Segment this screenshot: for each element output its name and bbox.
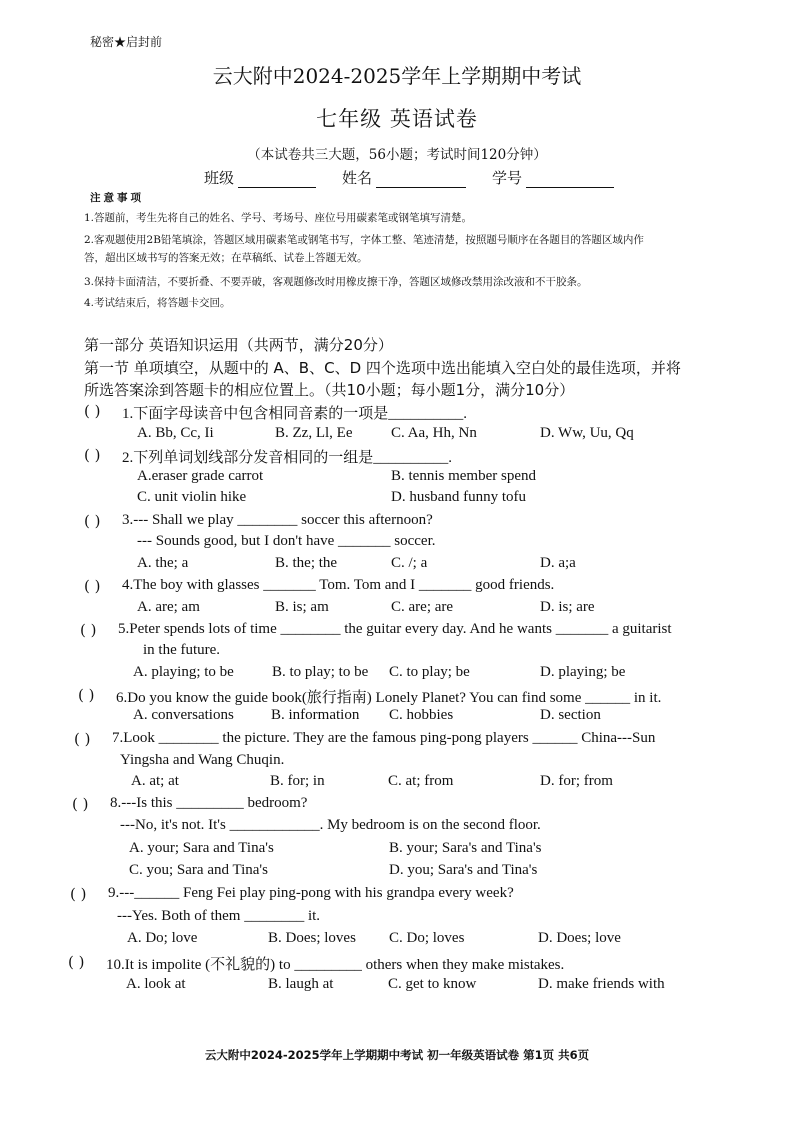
option-c: C. at; from: [388, 773, 454, 789]
option-b: B. is; am: [275, 599, 329, 615]
question-number: 7.: [112, 730, 124, 746]
notice-title: 注意事项: [90, 192, 144, 204]
question-5: [118, 621, 672, 638]
student-info-row: [204, 167, 636, 188]
option-a: A. your; Sara and Tina's: [129, 840, 274, 856]
option-a: A. at; at: [131, 773, 179, 789]
option-c: C. Aa, Hh, Nn: [391, 425, 477, 441]
answer-paren[interactable]: ( ): [78, 686, 95, 704]
option-c: C. hobbies: [389, 707, 454, 723]
option-c: C. you; Sara and Tina's: [129, 862, 268, 878]
question-number: 5.: [118, 621, 130, 637]
option-a: A.eraser grade carrot: [137, 468, 264, 484]
option-b: B. the; the: [275, 555, 338, 571]
option-c: C. /; a: [391, 555, 428, 571]
exam-title: 云大附中2024-2025学年上学期期中考试: [212, 64, 582, 88]
option-b: B. tennis member spend: [391, 468, 536, 484]
question-number: 10.: [106, 957, 125, 973]
section1-instructions-cont: 所选答案涂到答题卡的相应位置上。（共10小题；每小题1分，满分10分）: [84, 381, 575, 399]
option-c: C. unit violin hike: [137, 489, 247, 505]
name-field[interactable]: [376, 173, 466, 188]
question-text: 下面字母读音中包含相同音素的一项是__________.: [133, 406, 468, 422]
question-text-cont: Yingsha and Wang Chuqin.: [120, 752, 285, 768]
id-label: 学号: [492, 169, 523, 187]
option-d: D. you; Sara's and Tina's: [389, 862, 538, 878]
question-text: Peter spends lots of time ________ the guitar every day. And he wants _______ a guitarist: [129, 621, 672, 637]
option-b: B. for; in: [270, 773, 325, 789]
option-b: B. Does; loves: [268, 930, 356, 946]
option-a: A. Do; love: [127, 930, 198, 946]
option-a: A. conversations: [133, 707, 234, 723]
answer-paren[interactable]: ( ): [70, 885, 87, 903]
question-text: Look ________ the picture. They are the famous ping-pong players ______ China---Sun: [123, 730, 656, 746]
question-text: Do you know the guide book(旅行指南) Lonely Planet? You can find some ______ in it.: [127, 690, 662, 706]
question-number: 4.: [122, 577, 134, 593]
answer-paren[interactable]: ( ): [84, 512, 101, 530]
option-c: C. Do; loves: [389, 930, 465, 946]
answer-paren[interactable]: ( ): [84, 446, 101, 464]
option-d: D. Ww, Uu, Qq: [540, 425, 634, 441]
option-b: B. laugh at: [268, 976, 334, 992]
option-b: B. to play; to be: [272, 664, 369, 680]
section1-instructions: 第一节 单项填空，从题中的 A、B、C、D 四个选项中选出能填入空白处的最佳选项，并将: [84, 359, 681, 377]
answer-paren[interactable]: ( ): [84, 577, 101, 595]
class-label: 班级: [204, 169, 235, 187]
question-number: 1.: [122, 406, 134, 422]
question-8: [110, 795, 307, 812]
option-d: D. husband funny tofu: [391, 489, 526, 505]
option-d: D. playing; be: [540, 664, 626, 680]
option-a: A. look at: [126, 976, 186, 992]
answer-paren[interactable]: ( ): [84, 402, 101, 420]
option-d: D. section: [540, 707, 601, 723]
question-number: 2.: [122, 450, 134, 466]
option-b: B. information: [271, 707, 360, 723]
question-2: [122, 446, 452, 467]
class-field[interactable]: [238, 173, 316, 188]
option-d: D. make friends with: [538, 976, 665, 992]
question-text: 下列单词划线部分发音相同的一组是__________.: [133, 450, 453, 466]
option-a: A. playing; to be: [133, 664, 234, 680]
question-text: The boy with glasses _______ Tom. Tom and I _______ good friends.: [133, 577, 555, 593]
question-text-cont: in the future.: [143, 642, 221, 658]
question-1: [122, 402, 467, 423]
option-d: D. Does; love: [538, 930, 621, 946]
confidential-mark: 秘密★启封前: [90, 35, 163, 49]
question-4: [122, 577, 554, 594]
option-c: C. to play; be: [389, 664, 470, 680]
answer-paren[interactable]: ( ): [74, 730, 91, 748]
option-a: A. the; a: [137, 555, 189, 571]
question-9: [108, 885, 514, 902]
id-field[interactable]: [526, 173, 614, 188]
notice-item: 答，超出区域书写的答案无效；在草稿纸、试卷上答题无效。: [84, 252, 368, 264]
option-a: A. Bb, Cc, Ii: [137, 425, 214, 441]
exam-subtitle: 七年级 英语试卷: [316, 107, 478, 131]
option-a: A. are; am: [137, 599, 200, 615]
question-number: 9.: [108, 885, 120, 901]
option-c: C. are; are: [391, 599, 454, 615]
notice-item: 2.客观题使用2B铅笔填涂，答题区域用碳素笔或钢笔书写，字体工整、笔迹清楚，按照题号顺序在各题目的答题区域内作: [84, 234, 644, 246]
notice-item: 3.保持卡面清洁，不要折叠、不要弄破，客观题修改时用橡皮擦干净，答题区域修改禁用涂改液和不干胶条。: [84, 276, 588, 288]
option-b: B. your; Sara's and Tina's: [389, 840, 542, 856]
answer-paren[interactable]: ( ): [72, 795, 89, 813]
question-text: It is impolite (不礼貌的) to _________ others when they make mistakes.: [124, 957, 565, 973]
notice-item: 4.考试结束后，将答题卡交回。: [84, 297, 231, 309]
question-text: --- Shall we play ________ soccer this afternoon?: [133, 512, 433, 528]
answer-paren[interactable]: ( ): [80, 621, 97, 639]
part1-title: 第一部分 英语知识运用（共两节，满分20分）: [84, 336, 393, 354]
notice-item: 1.答题前，考生先将自己的姓名、学号、考场号、座位号用碳素笔或钢笔填写清楚。: [84, 212, 473, 224]
question-text: ---______ Feng Fei play ping-pong with his grandpa every week?: [119, 885, 514, 901]
option-b: B. Zz, Ll, Ee: [275, 425, 353, 441]
question-10: [106, 953, 564, 974]
question-text-cont: --- Sounds good, but I don't have _______ soccer.: [137, 533, 436, 549]
page-footer: 云大附中2024-2025学年上学期期中考试 初一年级英语试卷 第1页 共6页: [204, 1048, 590, 1062]
question-number: 6.: [116, 690, 128, 706]
name-label: 姓名: [342, 169, 373, 187]
option-c: C. get to know: [388, 976, 477, 992]
question-6: [116, 686, 661, 707]
question-text: ---Is this _________ bedroom?: [121, 795, 308, 811]
question-text-cont: ---Yes. Both of them ________ it.: [117, 908, 321, 924]
exam-info: （本试卷共三大题，56小题；考试时间120分钟）: [247, 147, 547, 163]
question-number: 8.: [110, 795, 122, 811]
option-d: D. a;a: [540, 555, 576, 571]
question-7: [112, 730, 655, 747]
question-number: 3.: [122, 512, 134, 528]
question-3: [122, 512, 433, 529]
option-d: D. is; are: [540, 599, 595, 615]
option-d: D. for; from: [540, 773, 613, 789]
answer-paren[interactable]: ( ): [68, 953, 85, 971]
question-text-cont: ---No, it's not. It's ____________. My bedroom is on the second floor.: [120, 817, 541, 833]
